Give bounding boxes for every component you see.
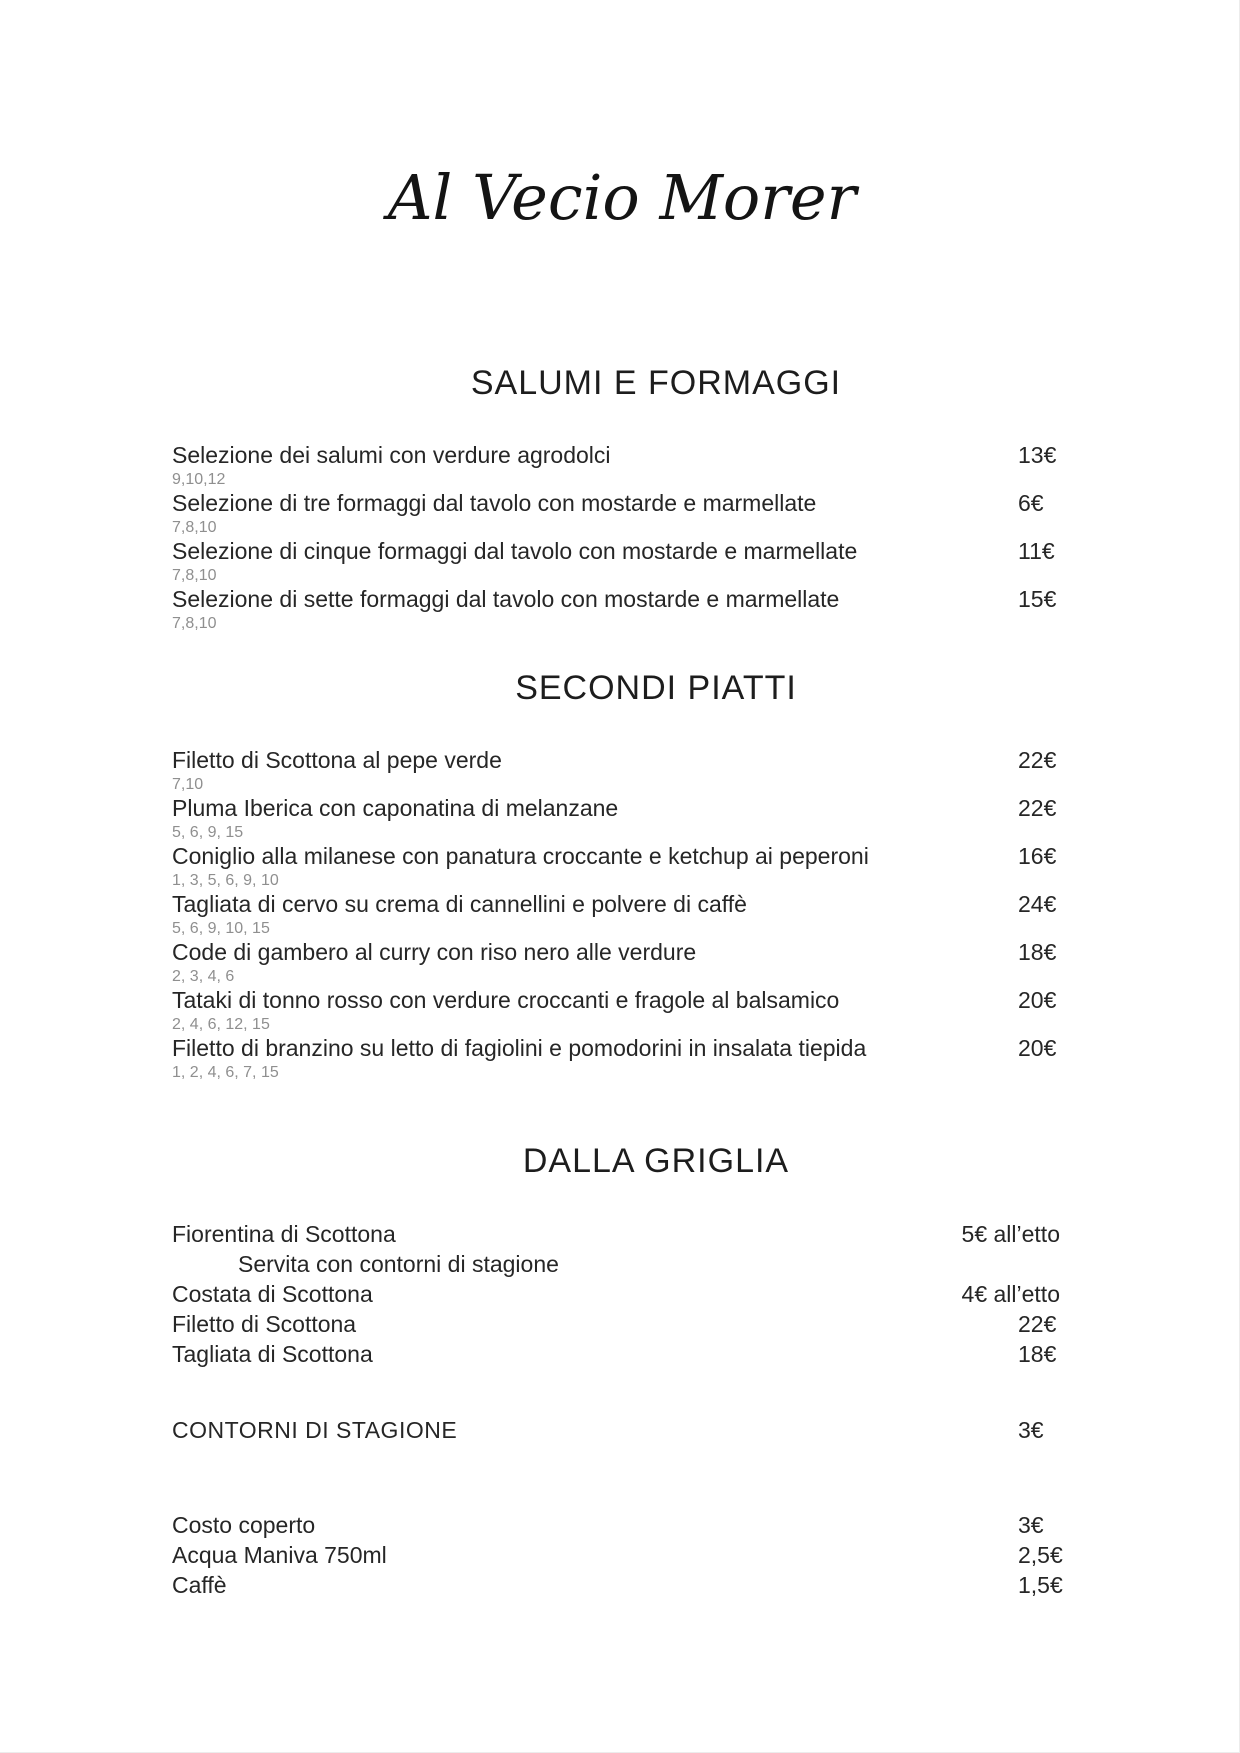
item-price: 22€ xyxy=(1018,795,1057,821)
item-allergens: 1, 2, 4, 6, 7, 15 xyxy=(172,1064,279,1081)
section-dalla-griglia xyxy=(172,1141,1140,1369)
section-items xyxy=(172,1219,1140,1369)
section-salumi-e-formaggi xyxy=(172,363,1140,633)
item-price: 20€ xyxy=(1018,1035,1057,1061)
item-name: Tagliata di cervo su crema di cannellini e polvere di caffè xyxy=(172,891,747,917)
section-items xyxy=(172,441,1140,633)
item-allergens: 5, 6, 9, 15 xyxy=(172,824,244,841)
item-allergens: 9,10,12 xyxy=(172,471,226,488)
menu-item xyxy=(172,794,1140,842)
menu-item-row xyxy=(172,1279,1140,1309)
item-name: Filetto di Scottona xyxy=(172,1311,357,1337)
item-name: Caffè xyxy=(172,1572,227,1598)
menu-item-row xyxy=(172,794,1140,823)
item-price: 1,5€ xyxy=(1018,1572,1063,1598)
item-price: 18€ xyxy=(1018,1341,1057,1367)
item-price: 5€ all’etto xyxy=(961,1221,1060,1247)
menu-item xyxy=(172,1339,1140,1369)
item-price: 3€ xyxy=(1018,1512,1044,1538)
menu-item xyxy=(172,1219,1140,1279)
item-name: Coniglio alla milanese con panatura croccante e ketchup ai peperoni xyxy=(172,843,869,869)
menu-item xyxy=(172,1034,1140,1082)
menu-item-row xyxy=(172,441,1140,470)
menu-item xyxy=(172,890,1140,938)
item-price: 11€ xyxy=(1018,538,1055,564)
item-allergens: 7,10 xyxy=(172,776,204,793)
item-price: 2,5€ xyxy=(1018,1542,1063,1568)
section-title: DALLA GRIGLIA xyxy=(522,1142,790,1180)
item-name: Selezione dei salumi con verdure agrodolci xyxy=(172,442,611,468)
item-allergens: 2, 4, 6, 12, 15 xyxy=(172,1016,270,1033)
item-name: Tataki di tonno rosso con verdure croccanti e fragole al balsamico xyxy=(172,987,840,1013)
item-name: Selezione di sette formaggi dal tavolo con mostarde e marmellate xyxy=(172,586,840,612)
item-name: Fiorentina di Scottona xyxy=(172,1221,396,1247)
menu-item-row xyxy=(172,746,1140,775)
menu-item xyxy=(172,938,1140,986)
section-secondi-piatti xyxy=(172,668,1140,1082)
footer-items xyxy=(172,1510,1140,1600)
item-price: 22€ xyxy=(1018,1311,1057,1337)
menu-item xyxy=(172,1309,1140,1339)
item-price: 13€ xyxy=(1018,442,1057,468)
menu-item-row xyxy=(172,1034,1140,1063)
menu-content xyxy=(172,0,1140,1600)
menu-item xyxy=(172,842,1140,890)
menu-item-row xyxy=(172,938,1140,967)
menu-item xyxy=(172,986,1140,1034)
menu-item-row xyxy=(172,986,1140,1015)
item-price: 24€ xyxy=(1018,891,1057,917)
item-allergens: 1, 3, 5, 6, 9, 10 xyxy=(172,872,279,889)
item-price: 4€ all’etto xyxy=(961,1281,1060,1307)
item-allergens: 7,8,10 xyxy=(172,615,217,632)
menu-item xyxy=(172,441,1140,489)
menu-item xyxy=(172,585,1140,633)
item-name: Filetto di branzino su letto di fagiolini e pomodorini in insalata tiepida xyxy=(172,1035,867,1061)
item-name: CONTORNI DI STAGIONE xyxy=(172,1417,458,1443)
item-price: 16€ xyxy=(1018,843,1057,869)
footer-row xyxy=(172,1510,1140,1540)
menu-item-row xyxy=(172,537,1140,566)
item-name: Costata di Scottona xyxy=(172,1281,373,1307)
item-name: Costo coperto xyxy=(172,1512,316,1538)
item-price: 22€ xyxy=(1018,747,1057,773)
menu-item-row xyxy=(172,585,1140,614)
item-allergens: 7,8,10 xyxy=(172,519,217,536)
footer-row xyxy=(172,1540,1140,1570)
section-title: SALUMI E FORMAGGI xyxy=(470,364,842,402)
menu-item-row xyxy=(172,1219,1140,1249)
item-price: 6€ xyxy=(1018,490,1044,516)
menu-item xyxy=(172,537,1140,585)
menu-item-row xyxy=(172,489,1140,518)
item-allergens: 2, 3, 4, 6 xyxy=(172,968,235,985)
footer-row xyxy=(172,1570,1140,1600)
item-name: Selezione di cinque formaggi dal tavolo con mostarde e marmellate xyxy=(172,538,858,564)
item-allergens: 5, 6, 9, 10, 15 xyxy=(172,920,270,937)
menu-item-row xyxy=(172,1339,1140,1369)
menu-item xyxy=(172,489,1140,537)
item-note: Servita con contorni di stagione xyxy=(238,1251,559,1277)
restaurant-logo: Al Vecio Morer xyxy=(387,161,857,234)
menu-item-row xyxy=(172,890,1140,919)
section-title: SECONDI PIATTI xyxy=(515,669,797,707)
item-price: 3€ xyxy=(1018,1417,1044,1443)
item-name: Code di gambero al curry con riso nero alle verdure xyxy=(172,939,697,965)
contorni-row xyxy=(172,1415,1140,1445)
item-name: Pluma Iberica con caponatina di melanzane xyxy=(172,795,619,821)
menu-item xyxy=(172,746,1140,794)
item-allergens: 7,8,10 xyxy=(172,567,217,584)
item-name: Tagliata di Scottona xyxy=(172,1341,373,1367)
menu-item-row xyxy=(172,1309,1140,1339)
menu-item-row xyxy=(172,842,1140,871)
item-price: 18€ xyxy=(1018,939,1057,965)
item-name: Filetto di Scottona al pepe verde xyxy=(172,747,502,773)
section-items xyxy=(172,746,1140,1082)
item-price: 15€ xyxy=(1018,586,1057,612)
item-price: 20€ xyxy=(1018,987,1057,1013)
item-name: Acqua Maniva 750ml xyxy=(172,1542,387,1568)
menu-item xyxy=(172,1279,1140,1309)
item-name: Selezione di tre formaggi dal tavolo con mostarde e marmellate xyxy=(172,490,817,516)
